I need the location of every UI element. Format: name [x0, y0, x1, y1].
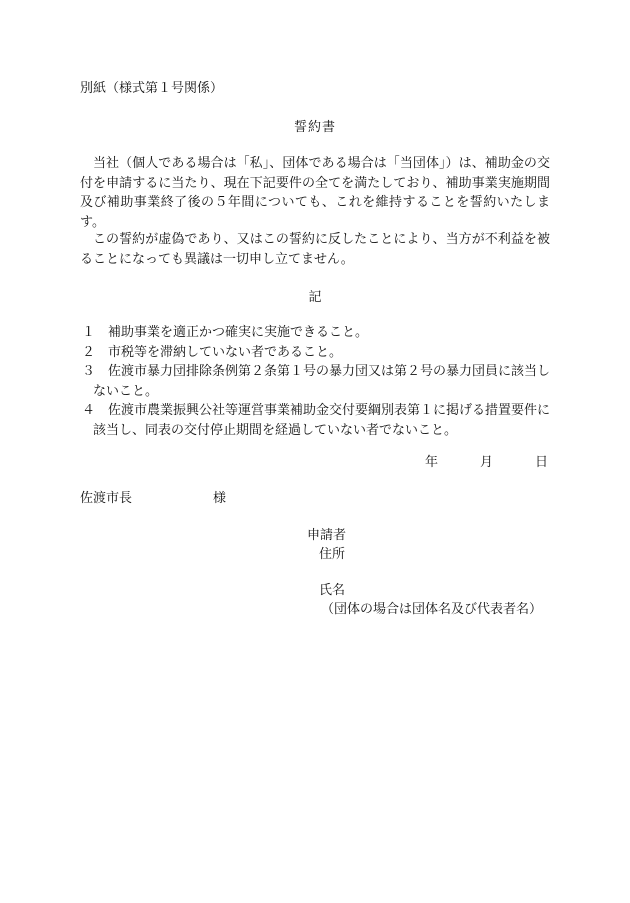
- name-note: （団体の場合は団体名及び代表者名）: [321, 602, 543, 617]
- date-month-label: 月: [480, 455, 494, 470]
- page-title: 誓約書: [293, 120, 336, 135]
- list-item: [80, 401, 550, 440]
- item-text: 佐渡市暴力団排除条例第２条第１号の暴力団又は第２号の暴力団員に該当しないこと。: [93, 364, 551, 399]
- applicant-label: 申請者: [307, 528, 347, 543]
- addressee: 佐渡市長: [80, 491, 133, 506]
- item-number: ４: [82, 403, 96, 418]
- item-number: １: [82, 325, 96, 340]
- list-item: [80, 362, 550, 401]
- ki-heading: 記: [308, 290, 322, 305]
- item-text: 補助事業を適正かつ確実に実施できること。: [108, 325, 369, 340]
- list-item: [80, 343, 550, 363]
- pledge-paragraph-1: 当社（個人である場合は「私」、団体である場合は「当団体」）は、補助金の交付を申請するに当たり、現在下記要件の全てを満たしており、補助事業実施期間及び補助事業終了後の５年間についても、これを維持することを誓約いたします。: [80, 156, 550, 230]
- honorific: 様: [213, 491, 227, 506]
- item-number: ３: [82, 364, 96, 379]
- list-item: [80, 323, 550, 343]
- address-label: 住所: [319, 547, 346, 562]
- item-text: 市税等を滞納していない者であること。: [108, 344, 343, 360]
- pledge-paragraph-2: この誓約が虚偽であり、又はこの誓約に反したことにより、当方が不利益を被ることになっても異議は一切申し立てません。: [80, 232, 550, 267]
- header-reference: 別紙（様式第１号関係）: [80, 81, 224, 96]
- date-day-label: 日: [535, 455, 549, 470]
- item-number: ２: [82, 344, 96, 360]
- name-label: 氏名: [319, 583, 346, 598]
- item-text: 佐渡市農業振興公社等運営事業補助金交付要綱別表第１に掲げる措置要件に該当し、同表の交付停止期間を経過していない者でないこと。: [93, 403, 551, 438]
- date-year-label: 年: [425, 455, 439, 470]
- requirements-list: [80, 323, 550, 440]
